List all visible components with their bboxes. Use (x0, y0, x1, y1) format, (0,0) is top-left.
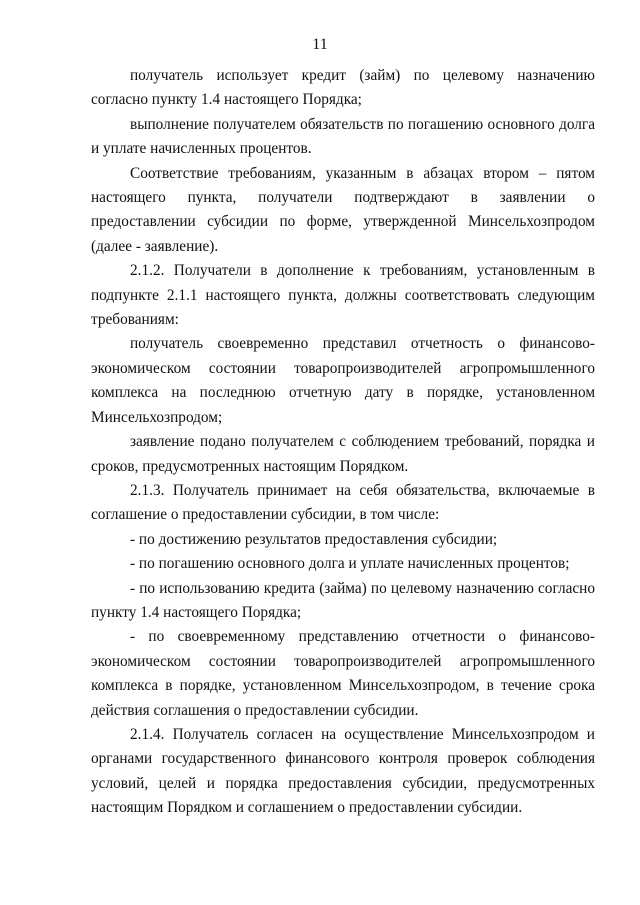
list-item-credit-use: - по использованию кредита (займа) по целевому назначению согласно пункту 1.4 настоящего Порядка; (91, 579, 595, 621)
paragraph-compliance-confirmation: Соответствие требованиям, указанным в абзацах втором – пятом настоящего пункта, получатели подтверждают в заявлении о предоставлении субсидии по форме, утвержденной Минсельхозпродом (далее - заявление). (91, 164, 595, 255)
page-number: 11 (312, 36, 328, 53)
paragraph-clause-2-1-2: 2.1.2. Получатели в дополнение к требованиям, установленным в подпункте 2.1.1 настоящего пункта, должны соответствовать следующим требованиям: (91, 262, 595, 329)
list-item-results: - по достижению результатов предоставления субсидии; (130, 530, 498, 548)
list-item-debt-repayment: - по погашению основного долга и уплате начисленных процентов; (130, 555, 570, 573)
paragraph-use-of-credit: получатель использует кредит (займ) по целевому назначению согласно пункту 1.4 настоящего Порядка; (91, 67, 595, 109)
paragraph-application-submitted: заявление подано получателем с соблюдением требований, порядка и сроков, предусмотренных настоящим Порядком. (91, 433, 595, 475)
paragraph-debt-obligations: выполнение получателем обязательств по погашению основного долга и уплате начисленных процентов. (91, 115, 595, 158)
document-body (91, 64, 595, 821)
list-item-reporting: - по своевременному представлению отчетности о финансово-экономическом состоянии товаропроизводителей агропромышленного комплекса в порядке, установленном Минсельхозпродом, в течение срока действия соглашения о предоставлении субсидии. (91, 628, 595, 719)
paragraph-reporting-submitted: получатель своевременно представил отчетность о финансово-экономическом состоянии товаропроизводителей агропромышленного комплекса на последнюю отчетную дату в порядке, установленном Минсельхозпродом; (91, 335, 595, 426)
paragraph-clause-2-1-3: 2.1.3. Получатель принимает на себя обязательства, включаемые в соглашение о предоставлении субсидии, в том числе: (91, 481, 595, 524)
paragraph-clause-2-1-4: 2.1.4. Получатель согласен на осуществление Минсельхозпродом и органами государственного финансового контроля проверок соблюдения условий, целей и порядка предоставления субсидии, предусмотренных настоящим Порядком и соглашением о предоставлении субсидии. (91, 725, 595, 817)
